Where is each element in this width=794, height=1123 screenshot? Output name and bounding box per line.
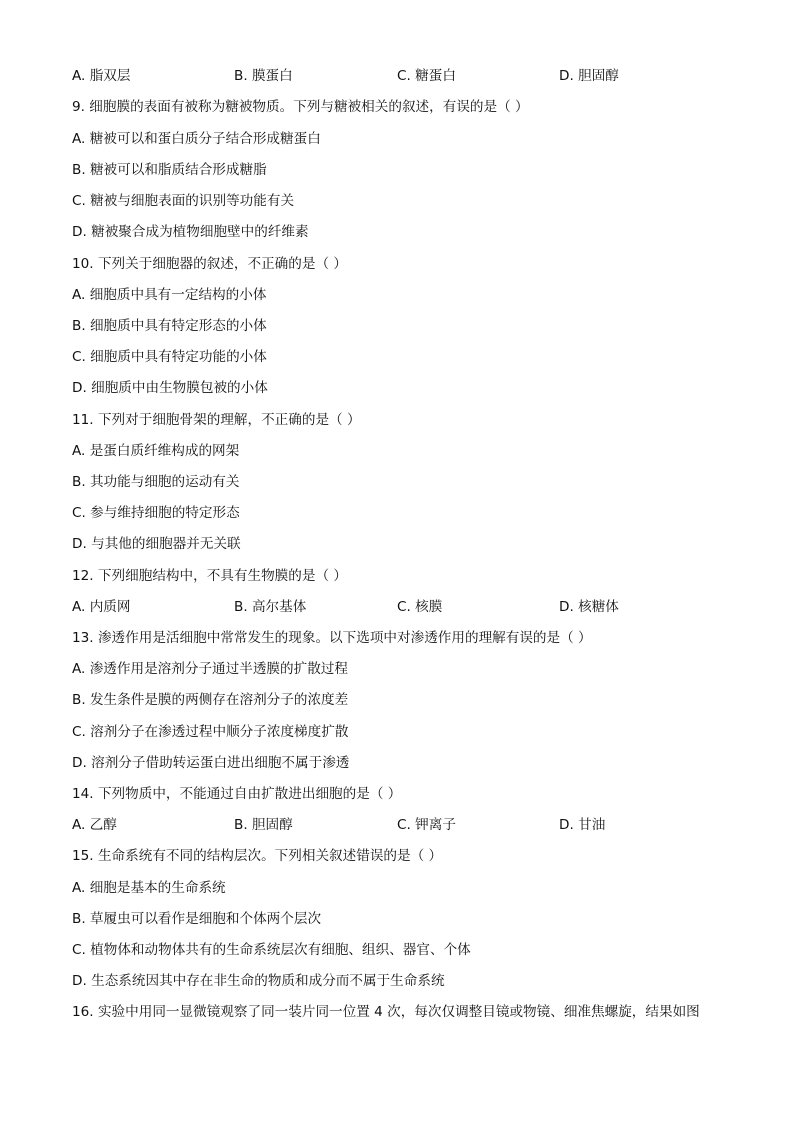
q14-option-b: B. 胆固醇	[234, 817, 293, 833]
q13-option-d: D. 溶剂分子借助转运蛋白进出细胞不属于渗透	[72, 755, 350, 771]
q14-option-d: D. 甘油	[559, 817, 606, 833]
q12-option-d: D. 核糖体	[559, 599, 619, 615]
q9-option-d: D. 糖被聚合成为植物细胞壁中的纤维素	[72, 224, 309, 240]
q13-option-a: A. 渗透作用是溶剂分子通过半透膜的扩散过程	[72, 661, 348, 677]
q9-option-a: A. 糖被可以和蛋白质分子结合形成糖蛋白	[72, 131, 321, 147]
q12-stem: 12. 下列细胞结构中，不具有生物膜的是（ ）	[72, 568, 347, 584]
q15-option-a: A. 细胞是基本的生命系统	[72, 880, 226, 896]
q11-option-a: A. 是蛋白质纤维构成的网架	[72, 443, 240, 459]
q10-stem: 10. 下列关于细胞器的叙述，不正确的是（ ）	[72, 256, 347, 272]
q15-stem: 15. 生命系统有不同的结构层次。下列相关叙述错误的是（ ）	[72, 848, 443, 864]
q15-option-b: B. 草履虫可以看作是细胞和个体两个层次	[72, 911, 322, 927]
q13-option-c: C. 溶剂分子在渗透过程中顺分子浓度梯度扩散	[72, 724, 349, 740]
q16-stem: 16. 实验中用同一显微镜观察了同一装片同一位置 4 次，每次仅调整目镜或物镜、细准焦螺旋，结果如图	[72, 1004, 700, 1020]
q12-option-a: A. 内质网	[72, 599, 131, 615]
q15-option-d: D. 生态系统因其中存在非生命的物质和成分而不属于生命系统	[72, 973, 445, 989]
q15-option-c: C. 植物体和动物体共有的生命系统层次有细胞、组织、器官、个体	[72, 942, 471, 958]
q10-option-d: D. 细胞质中由生物膜包被的小体	[72, 380, 268, 396]
q11-option-b: B. 其功能与细胞的运动有关	[72, 474, 240, 490]
q8-option-b: B. 膜蛋白	[234, 68, 293, 84]
q11-stem: 11. 下列对于细胞骨架的理解，不正确的是（ ）	[72, 412, 361, 428]
q8-option-d: D. 胆固醇	[559, 68, 619, 84]
q9-option-b: B. 糖被可以和脂质结合形成糖脂	[72, 162, 267, 178]
q8-option-c: C. 糖蛋白	[397, 68, 456, 84]
q12-option-c: C. 核膜	[397, 599, 443, 615]
q11-option-c: C. 参与维持细胞的特定形态	[72, 505, 240, 521]
q12-option-b: B. 高尔基体	[234, 599, 307, 615]
q14-option-c: C. 钾离子	[397, 817, 456, 833]
q11-option-d: D. 与其他的细胞器并无关联	[72, 536, 241, 552]
q8-option-a: A. 脂双层	[72, 68, 131, 84]
q9-stem: 9. 细胞膜的表面有被称为糖被物质。下列与糖被相关的叙述，有误的是（ ）	[72, 99, 529, 115]
q9-option-c: C. 糖被与细胞表面的识别等功能有关	[72, 193, 295, 209]
q14-stem: 14. 下列物质中，不能通过自由扩散进出细胞的是（ ）	[72, 786, 402, 802]
q10-option-a: A. 细胞质中具有一定结构的小体	[72, 287, 267, 303]
q10-option-c: C. 细胞质中具有特定功能的小体	[72, 349, 267, 365]
q14-option-a: A. 乙醇	[72, 817, 117, 833]
q13-stem: 13. 渗透作用是活细胞中常常发生的现象。以下选项中对渗透作用的理解有误的是（ ）	[72, 630, 592, 646]
q10-option-b: B. 细胞质中具有特定形态的小体	[72, 318, 267, 334]
q13-option-b: B. 发生条件是膜的两侧存在溶剂分子的浓度差	[72, 692, 349, 708]
